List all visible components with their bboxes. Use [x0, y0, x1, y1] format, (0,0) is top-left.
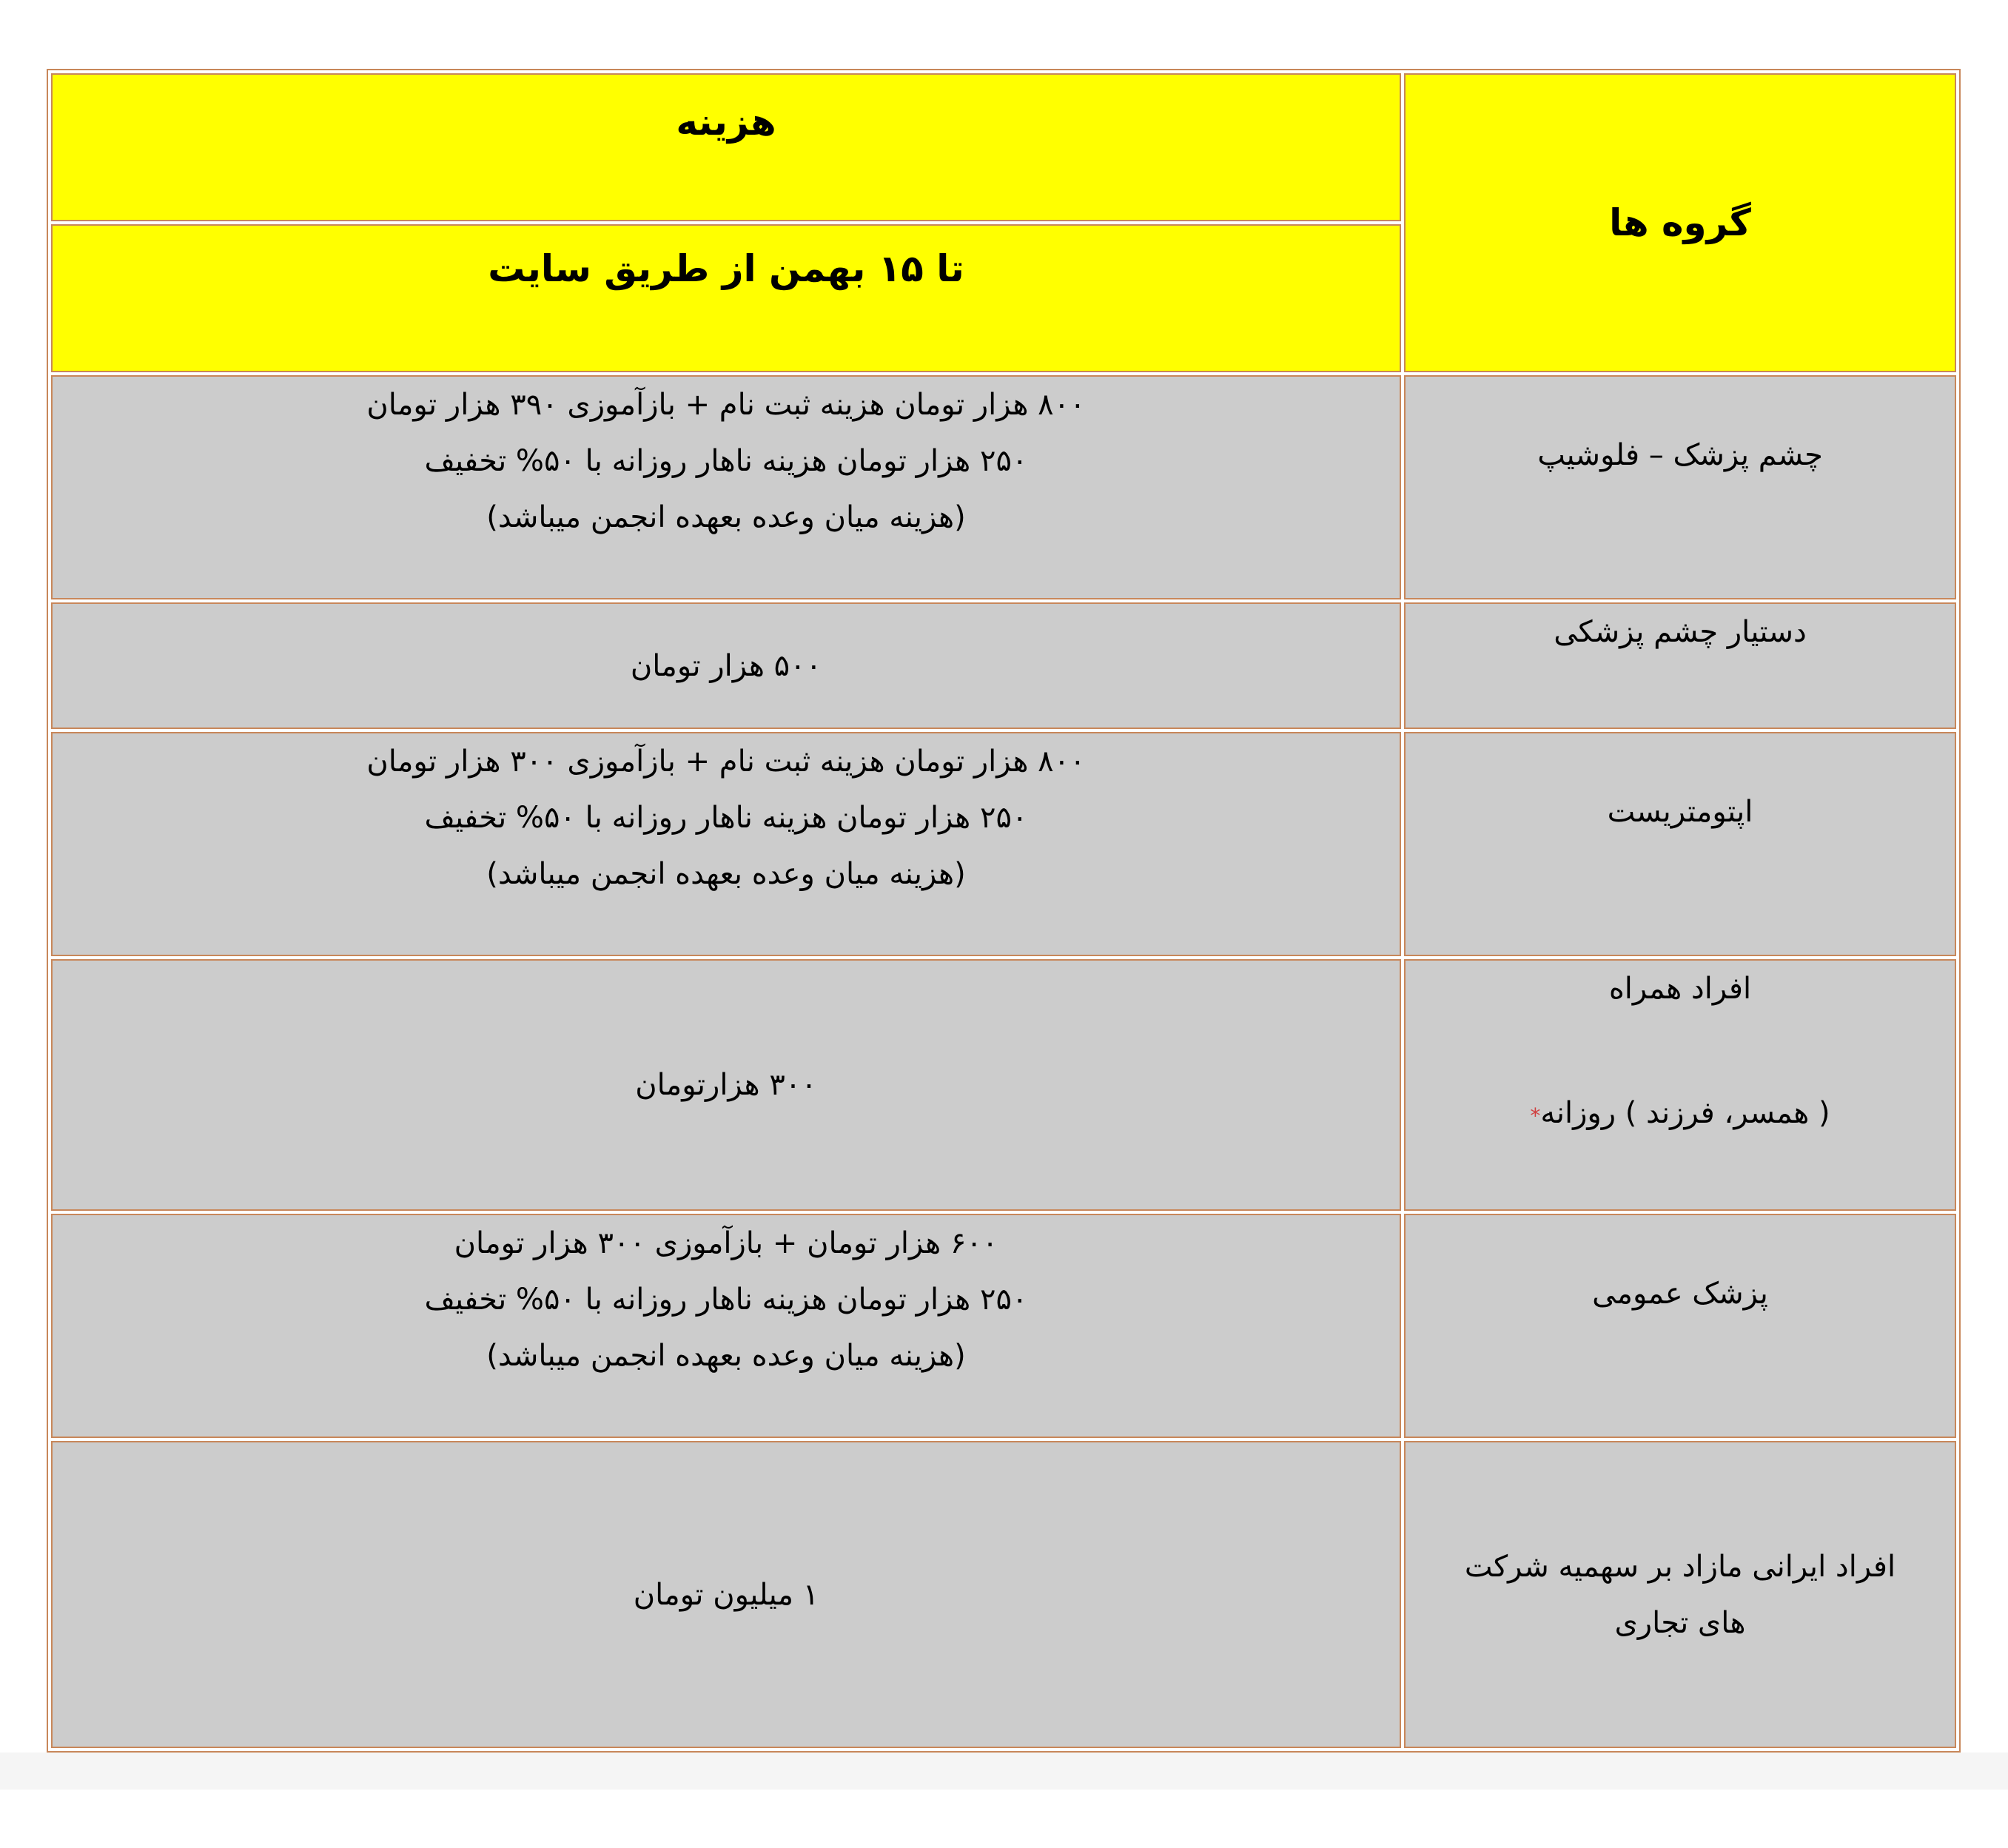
- cost-line: ۲۵۰ هزار تومان هزینه ناهار روزانه با ۵۰% تخفیف: [424, 444, 1028, 478]
- cost-line: ۲۵۰ هزار تومان هزینه ناهار روزانه با ۵۰% تخفیف: [424, 801, 1028, 835]
- cost-cell: [51, 602, 1401, 729]
- asterisk-mark: *: [1530, 1103, 1541, 1128]
- cost-line: ۸۰۰ هزار تومان هزینه ثبت نام + بازآموزی ۳۰۰ هزار تومان: [366, 745, 1086, 779]
- cost-line: ۸۰۰ هزار تومان هزینه ثبت نام + بازآموزی ۳۹۰ هزار تومان: [366, 388, 1086, 422]
- group-cell: [1404, 1214, 1956, 1438]
- header-row-1: [51, 73, 1956, 221]
- cost-line: ۶۰۰ هزار تومان + بازآموزی ۳۰۰ هزار تومان: [454, 1226, 998, 1260]
- group-sublabel-text: ( همسر، فرزند ) روزانه: [1540, 1096, 1830, 1130]
- group-label: اپتومتریست: [1607, 795, 1753, 829]
- cost-cell: [51, 732, 1401, 956]
- cost-line: (هزینه میان وعده بعهده انجمن میباشد): [486, 1339, 966, 1373]
- table-row: [51, 1441, 1956, 1748]
- group-label: دستیار چشم پزشکی: [1554, 615, 1807, 649]
- table-row: [51, 1214, 1956, 1438]
- cost-line: ۵۰۰ هزار تومان: [630, 648, 822, 683]
- cost-cell: [51, 959, 1401, 1211]
- cost-line: ۱ میلیون تومان: [633, 1577, 819, 1612]
- page-bottom-strip: [0, 1753, 2008, 1790]
- groups-header: [1404, 73, 1956, 372]
- table-row: [51, 602, 1956, 729]
- cost-line: ۲۵۰ هزار تومان هزینه ناهار روزانه با ۵۰% تخفیف: [424, 1283, 1028, 1317]
- cost-subheader-label: تا ۱۵ بهمن از طریق سایت: [488, 247, 964, 290]
- cost-line: (هزینه میان وعده بعهده انجمن میباشد): [486, 500, 966, 534]
- group-sublabel: [1413, 1085, 1947, 1144]
- group-label: افراد همراه: [1608, 972, 1752, 1006]
- group-cell: [1404, 602, 1956, 729]
- table-row: [51, 732, 1956, 956]
- fee-table: [47, 69, 1961, 1753]
- cost-cell: [51, 1441, 1401, 1748]
- group-label: های تجاری: [1614, 1605, 1746, 1640]
- group-cell: [1404, 732, 1956, 956]
- group-label: افراد ایرانی مازاد بر سهمیه شرکت: [1464, 1549, 1896, 1584]
- group-cell: [1404, 1441, 1956, 1748]
- cost-header: [51, 73, 1401, 221]
- table-row: [51, 959, 1956, 1211]
- cost-subheader: [51, 224, 1401, 372]
- group-cell: [1404, 375, 1956, 599]
- cost-header-label: هزینه: [676, 101, 776, 144]
- cost-line: ۳۰۰ هزارتومان: [635, 1068, 817, 1102]
- cost-cell: [51, 1214, 1401, 1438]
- groups-header-label: گروه ها: [1609, 201, 1751, 244]
- group-cell: [1404, 959, 1956, 1211]
- group-label: پزشک عمومی: [1592, 1277, 1768, 1311]
- group-label: چشم پزشک – فلوشیپ: [1537, 438, 1823, 472]
- table-row: [51, 375, 1956, 599]
- cost-cell: [51, 375, 1401, 599]
- cost-line: (هزینه میان وعده بعهده انجمن میباشد): [486, 857, 966, 891]
